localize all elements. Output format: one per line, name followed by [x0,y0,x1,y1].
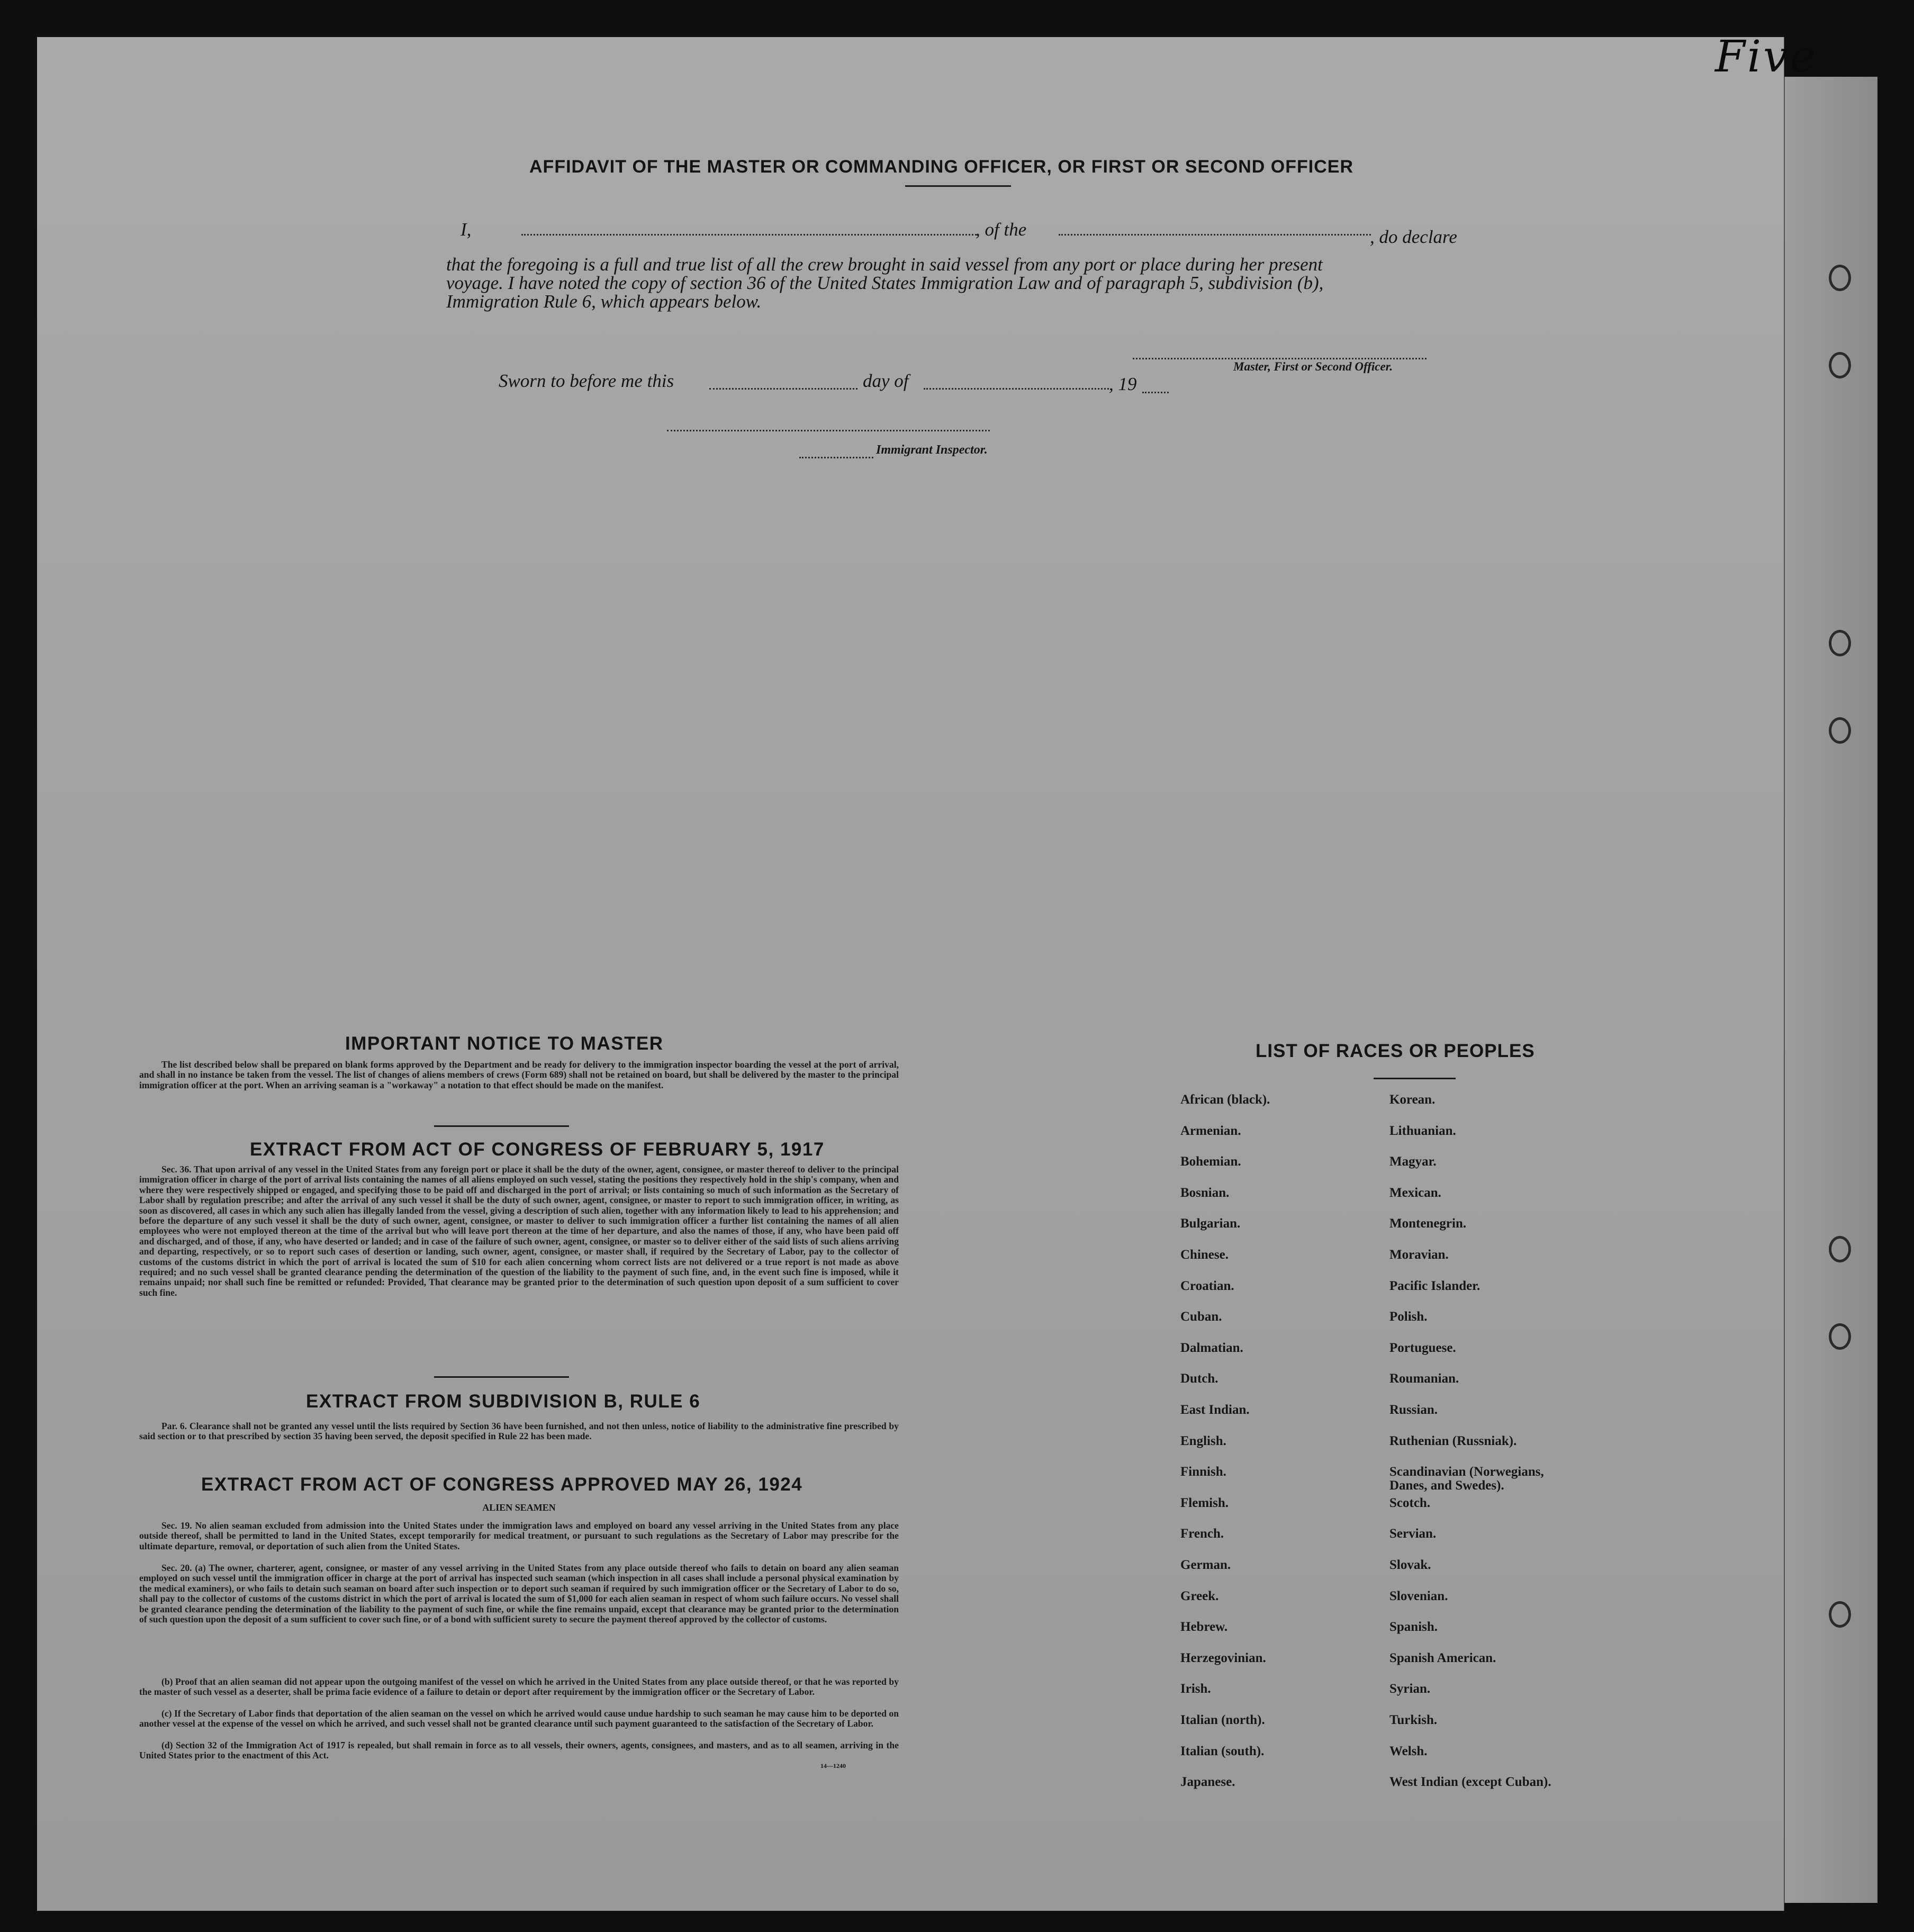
day-of-label: day of [863,371,909,391]
races-title: LIST OF RACES OR PEOPLES [1256,1041,1535,1061]
affidavit-of-the: , of the [976,219,1027,240]
section-rule [434,1125,569,1127]
race-entry: Scandinavian (Norwegians, Danes, and Swedes). [1389,1465,1544,1493]
race-entry: African (black). [1180,1093,1270,1107]
race-entry: Mexican. [1389,1186,1441,1200]
extract-1924-sec20b: (b) Proof that an alien seaman did not appear upon the outgoing manifest of the vessel on which he arrived in the United States from any place outside thereof, or that he was reported by the master of such vessel as a deserter, shall be prima facie evidence of a failure to detain or deport after requirement by the immigration officer or the Secretary of Labor. [139,1676,899,1698]
extract-1924-sec20d: (d) Section 32 of the Immigration Act of 1917 is repealed, but shall remain in force as to all vessels, their owners, agents, consignees, and masters, and as to all seamen, arriving in the United States prior to the enactment of this Act. [139,1740,899,1761]
race-entry: Croatian. [1180,1279,1234,1293]
race-entry: Montenegrin. [1389,1216,1467,1231]
extract-1924-sec20c: (c) If the Secretary of Labor finds that deportation of the alien seaman on the vessel on which he arrived would cause undue hardship to such seaman he may cause him to be deported on another vessel at the expense of the vessel on which he arrived, and such vessel shall not be granted clearance until such payment guaranteed to the satisfaction of the Secretary of Labor. [139,1708,899,1729]
month-blank[interactable] [924,388,1109,390]
scanned-document-page [37,37,1784,1911]
form-number: 14—1240 [820,1762,846,1770]
vessel-blank[interactable] [1059,234,1371,236]
race-entry: French. [1180,1527,1224,1541]
race-entry: German. [1180,1558,1231,1572]
punch-hole [1829,1601,1851,1628]
signature-blank[interactable] [1133,358,1427,359]
race-entry: Pacific Islander. [1389,1279,1480,1293]
extract-1924-subtitle: ALIEN SEAMEN [482,1502,556,1513]
race-entry: Finnish. [1180,1465,1226,1479]
inspector-leader [799,457,873,458]
section-rule [434,1376,569,1378]
race-entry: Bosnian. [1180,1186,1230,1200]
race-entry: Turkish. [1389,1713,1438,1727]
race-entry: Flemish. [1180,1496,1229,1510]
extract-1917-body: Sec. 36. That upon arrival of any vessel in the United States from any foreign port or place it shall be the duty of the owner, agent, consignee, or master thereof to deliver to the principal immigration officer in charge of the port of arrival lists containing the names of all aliens employed on such vessel, stating the positions they respectively hold in the ship's company, when and where they were respectively shipped or engaged, and specifying those to be paid off and discharged in the port of arrival; or lists containing so much of such information as the Secretary of Labor shall by regulation prescribe; and after the arrival of any such vessel it shall be the duty of such owner, agent, consignee, or master to report to such immigration officer, in writing, as soon as discovered, all cases in which any such alien has illegally landed from the vessel, giving a description of such alien, together with any information likely to lead to his apprehension; and before the departure of any such vessel it shall be the duty of such owner, agent, consignee, or master to deliver to such immigration officer a further list containing the names of all alien employees who were not employed thereon at the time of the arrival but who will leave port thereon at the time of her departure, and also the names of those, if any, who have been paid off and discharged, and of those, if any, who have deserted or landed; and in case of the failure of such owner, agent, consignee, or master so to deliver either of the said lists of such aliens arriving and departing, respectively, or so to report such cases of desertion or landing, such owner, agent, consignee, or master shall, if required by the Secretary of Labor, pay to the collector of customs of the customs district in which the port of arrival is located the sum of $10 for each alien concerning whom correct lists are not delivered or a true report is not made as above required; and no such vessel shall be granted clearance pending the determination of the question of the liability to the payment of such fine, and, in the event such fine is imposed, while it remains unpaid; nor shall such fine be remitted or refunded: Provided, That clearance may be granted prior to the determination of such question upon deposit of a sum sufficient to cover such fine. [139,1164,899,1298]
race-entry: Italian (north). [1180,1713,1265,1727]
extract-1924-sec19: Sec. 19. No alien seaman excluded from admission into the United States under the immigration laws and employed on board any vessel arriving in the United States from any place outside thereof, shall be permitted to land in the United States, except temporarily for medical treatment, or pursuant to such regulations as the Secretary of Labor may prescribe for the ultimate departure, removal, or deportation of such alien from the United States. [139,1520,899,1551]
notice-title: IMPORTANT NOTICE TO MASTER [345,1033,664,1054]
extract-rule6-body: Par. 6. Clearance shall not be granted any vessel until the lists required by Section 36 have been furnished, and not then unless, notice of liability to the administrative fine prescribed by said section or to that prescribed by section 35 having been served, the deposit specified in Rule 22 has been made. [139,1421,899,1442]
affidavit-line-4: Immigration Rule 6, which appears below. [446,291,762,312]
race-entry: English. [1180,1434,1226,1448]
notice-body: The list described below shall be prepared on blank forms approved by the Department and be ready for delivery to the immigration inspector boarding the vessel at the port of arrival, and shall in no instance be taken from the vessel. The list of changes of aliens members of crews (Form 689) shall not be retained on board, but shall be delivered by the master to the principal immigration officer at the port. When an arriving seaman is a "workaway" a notation to that effect should be made on the manifest. [139,1059,899,1090]
race-entry: Russian. [1389,1403,1438,1417]
affidavit-line-2: that the foregoing is a full and true list of all the crew brought in said vessel from any port or place during her present [446,254,1323,275]
punch-hole [1829,1236,1851,1262]
race-entry: Italian (south). [1180,1744,1265,1758]
title-rule [905,185,1011,187]
punch-hole [1829,265,1851,291]
race-entry: Portuguese. [1389,1341,1456,1355]
race-entry: Magyar. [1389,1154,1437,1169]
sworn-prefix: Sworn to before me this [499,371,674,391]
affidavit-i-label: I, [461,219,472,240]
race-entry: Servian. [1389,1527,1437,1541]
name-blank[interactable] [521,234,977,236]
year-blank[interactable] [1142,392,1169,393]
race-entry: Bulgarian. [1180,1216,1241,1231]
race-entry: Herzegovinian. [1180,1651,1266,1665]
extract-1917-title: EXTRACT FROM ACT OF CONGRESS OF FEBRUARY 5, 1917 [250,1139,825,1160]
race-entry: Welsh. [1389,1744,1428,1758]
affidavit-do-declare: , do declare [1370,227,1457,247]
day-blank[interactable] [709,388,857,390]
punch-hole [1829,717,1851,744]
race-entry: Irish. [1180,1682,1211,1696]
race-entry: Spanish. [1389,1620,1438,1634]
race-entry: Hebrew. [1180,1620,1228,1634]
race-entry: Bohemian. [1180,1154,1241,1169]
affidavit-title: AFFIDAVIT OF THE MASTER OR COMMANDING OFFICER, OR FIRST OR SECOND OFFICER [529,157,1353,177]
race-entry: West Indian (except Cuban). [1389,1775,1551,1789]
race-entry: Japanese. [1180,1775,1235,1789]
inspector-signature-blank[interactable] [667,430,990,431]
race-entry: Chinese. [1180,1248,1229,1262]
punch-hole [1829,352,1851,378]
race-entry: Greek. [1180,1589,1219,1603]
race-entry: Korean. [1389,1093,1436,1107]
punch-hole [1829,630,1851,656]
race-entry: Cuban. [1180,1310,1222,1324]
extract-1924-title: EXTRACT FROM ACT OF CONGRESS APPROVED MAY 26, 1924 [201,1474,803,1495]
year-prefix: , 19 [1109,374,1137,394]
affidavit-line-3: voyage. I have noted the copy of section 36 of the United States Immigration Law and of paragraph 5, subdivision (b), [446,273,1324,293]
race-entry: Lithuanian. [1389,1124,1456,1138]
extract-rule6-title: EXTRACT FROM SUBDIVISION B, RULE 6 [306,1391,701,1412]
race-entry: Slovenian. [1389,1589,1448,1603]
handwritten-margin-note: Five [1715,32,1818,82]
race-entry: Scotch. [1389,1496,1431,1510]
race-entry: Slovak. [1389,1558,1431,1572]
race-entry: Ruthenian (Russniak). [1389,1434,1517,1448]
signature-caption: Master, First or Second Officer. [1233,360,1393,373]
race-entry: Roumanian. [1389,1371,1459,1386]
race-entry: Dutch. [1180,1371,1218,1386]
race-entry: East Indian. [1180,1403,1250,1417]
punch-hole [1829,1323,1851,1350]
race-entry: Moravian. [1389,1248,1449,1262]
race-entry: Polish. [1389,1310,1428,1324]
race-entry: Dalmatian. [1180,1341,1243,1355]
underlying-sheet-edge [1784,77,1877,1903]
race-entry: Spanish American. [1389,1651,1496,1665]
races-title-rule [1374,1078,1456,1079]
race-entry: Armenian. [1180,1124,1241,1138]
race-entry: Syrian. [1389,1682,1431,1696]
extract-1924-sec20a: Sec. 20. (a) The owner, charterer, agent, consignee, or master of any vessel arriving in the United States from any place outside thereof who fails to detain on board any alien seaman employed on such vessel until the immigration officer in charge at the port of arrival has inspected such seaman (which inspection in all cases shall include a personal physical examination by the medical examiners), or who fails to detain such seaman on board after such inspection or to deport such seaman if required by such immigration officer or the Secretary of Labor to do so, shall pay to the collector of customs of the customs district in which the port of arrival is located the sum of $1,000 for each alien seaman in respect of whom such failure occurs. No vessel shall be granted clearance pending the determination of the liability to the payment of such fine, or while the fine remains unpaid, except that clearance may be granted prior to the determination of such question upon the deposit of a sum sufficient to cover such fine, or of a bond with sufficient surety to secure the payment thereof approved by the collector of customs. [139,1563,899,1625]
inspector-caption: Immigrant Inspector. [876,443,988,457]
